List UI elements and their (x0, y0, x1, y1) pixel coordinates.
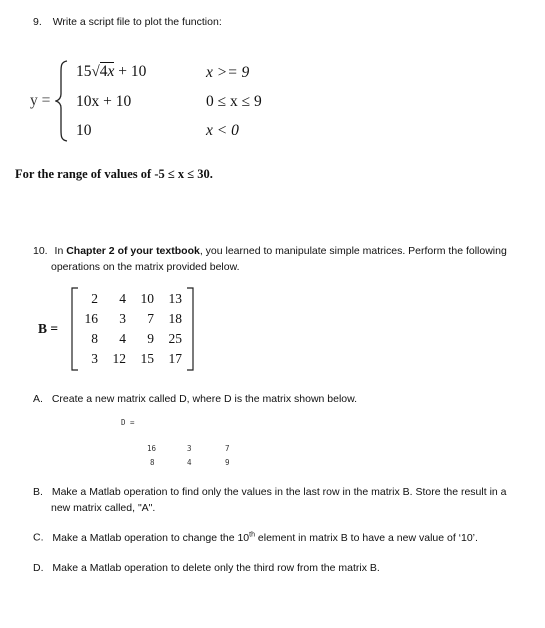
matrix-cell: 9 (147, 331, 154, 346)
case-3-cond: x < 0 (206, 122, 239, 139)
part-c (33, 531, 478, 544)
matrix-cell: 2 (91, 291, 98, 306)
matrix-cell: 7 (147, 311, 154, 326)
q9-prompt: Write a script file to plot the function: (52, 16, 222, 28)
matrix-cell: 3 (119, 311, 126, 326)
part-d-letter: D. (33, 562, 44, 574)
matrix-cell: 10 (140, 291, 154, 306)
part-d (33, 562, 380, 574)
part-d-text: Make a Matlab operation to delete only the third row from the matrix B. (52, 562, 380, 574)
matrix-cell: 3 (91, 351, 98, 366)
part-c-text: Make a Matlab operation to change the 10th element in matrix B to have a new value of ‘10’. (52, 531, 478, 544)
q10-intro-pre: In (54, 245, 67, 257)
matrix-d-label: D = (121, 418, 135, 427)
matrix-cell: 4 (119, 291, 126, 306)
matrix-d-cell: 8 (150, 458, 155, 467)
matrix-d-cell: 9 (225, 458, 230, 467)
matrix-d-cell: 3 (187, 444, 192, 453)
part-b (33, 486, 507, 498)
matrix-cell: 16 (84, 311, 98, 326)
matrix-cell: 25 (168, 331, 182, 346)
matrix-cell: 15 (140, 351, 154, 366)
case-2-cond: 0 ≤ x ≤ 9 (206, 93, 262, 110)
q10-number: 10. (33, 245, 48, 257)
matrix-d-cell: 4 (187, 458, 192, 467)
part-a-letter: A. (33, 393, 43, 405)
case-2-expr: 10x + 10 (76, 93, 132, 110)
part-b-letter: B. (33, 486, 43, 498)
case-3-expr: 10 (76, 122, 92, 139)
part-b-line1: Make a Matlab operation to find only the values in the last row in the matrix B. Store the result in a (51, 486, 507, 498)
q9-lhs: y = (30, 92, 51, 109)
matrix-cell: 12 (112, 351, 126, 366)
q9-range-text: For the range of values of -5 ≤ x ≤ 30. (15, 167, 213, 181)
matrix-cell: 13 (168, 291, 182, 306)
q10-intro-bold: Chapter 2 of your textbook (66, 245, 200, 257)
case-1-expr: 15√4x + 10 (76, 63, 147, 80)
matrix-cell: 17 (168, 351, 182, 366)
part-a-text: Create a new matrix called D, where D is the matrix shown below. (51, 393, 358, 405)
matrix-cell: 8 (91, 331, 98, 346)
q10-intro-post: , you learned to manipulate simple matrices. Perform the following (199, 245, 507, 257)
matrix-b-label: B = (38, 321, 59, 336)
matrix-cell: 18 (168, 311, 182, 326)
case-1-cond: x >= 9 (206, 64, 250, 81)
matrix-d-cell: 16 (147, 444, 157, 453)
q9-number: 9. (33, 16, 42, 28)
q10-intro-line2: operations on the matrix provided below. (51, 261, 240, 273)
matrix-d-cell: 7 (225, 444, 230, 453)
matrix-cell: 4 (119, 331, 126, 346)
part-c-letter: C. (33, 531, 44, 544)
part-b-line2: new matrix called, "A". (51, 502, 156, 514)
part-c-superscript: th (249, 531, 255, 538)
